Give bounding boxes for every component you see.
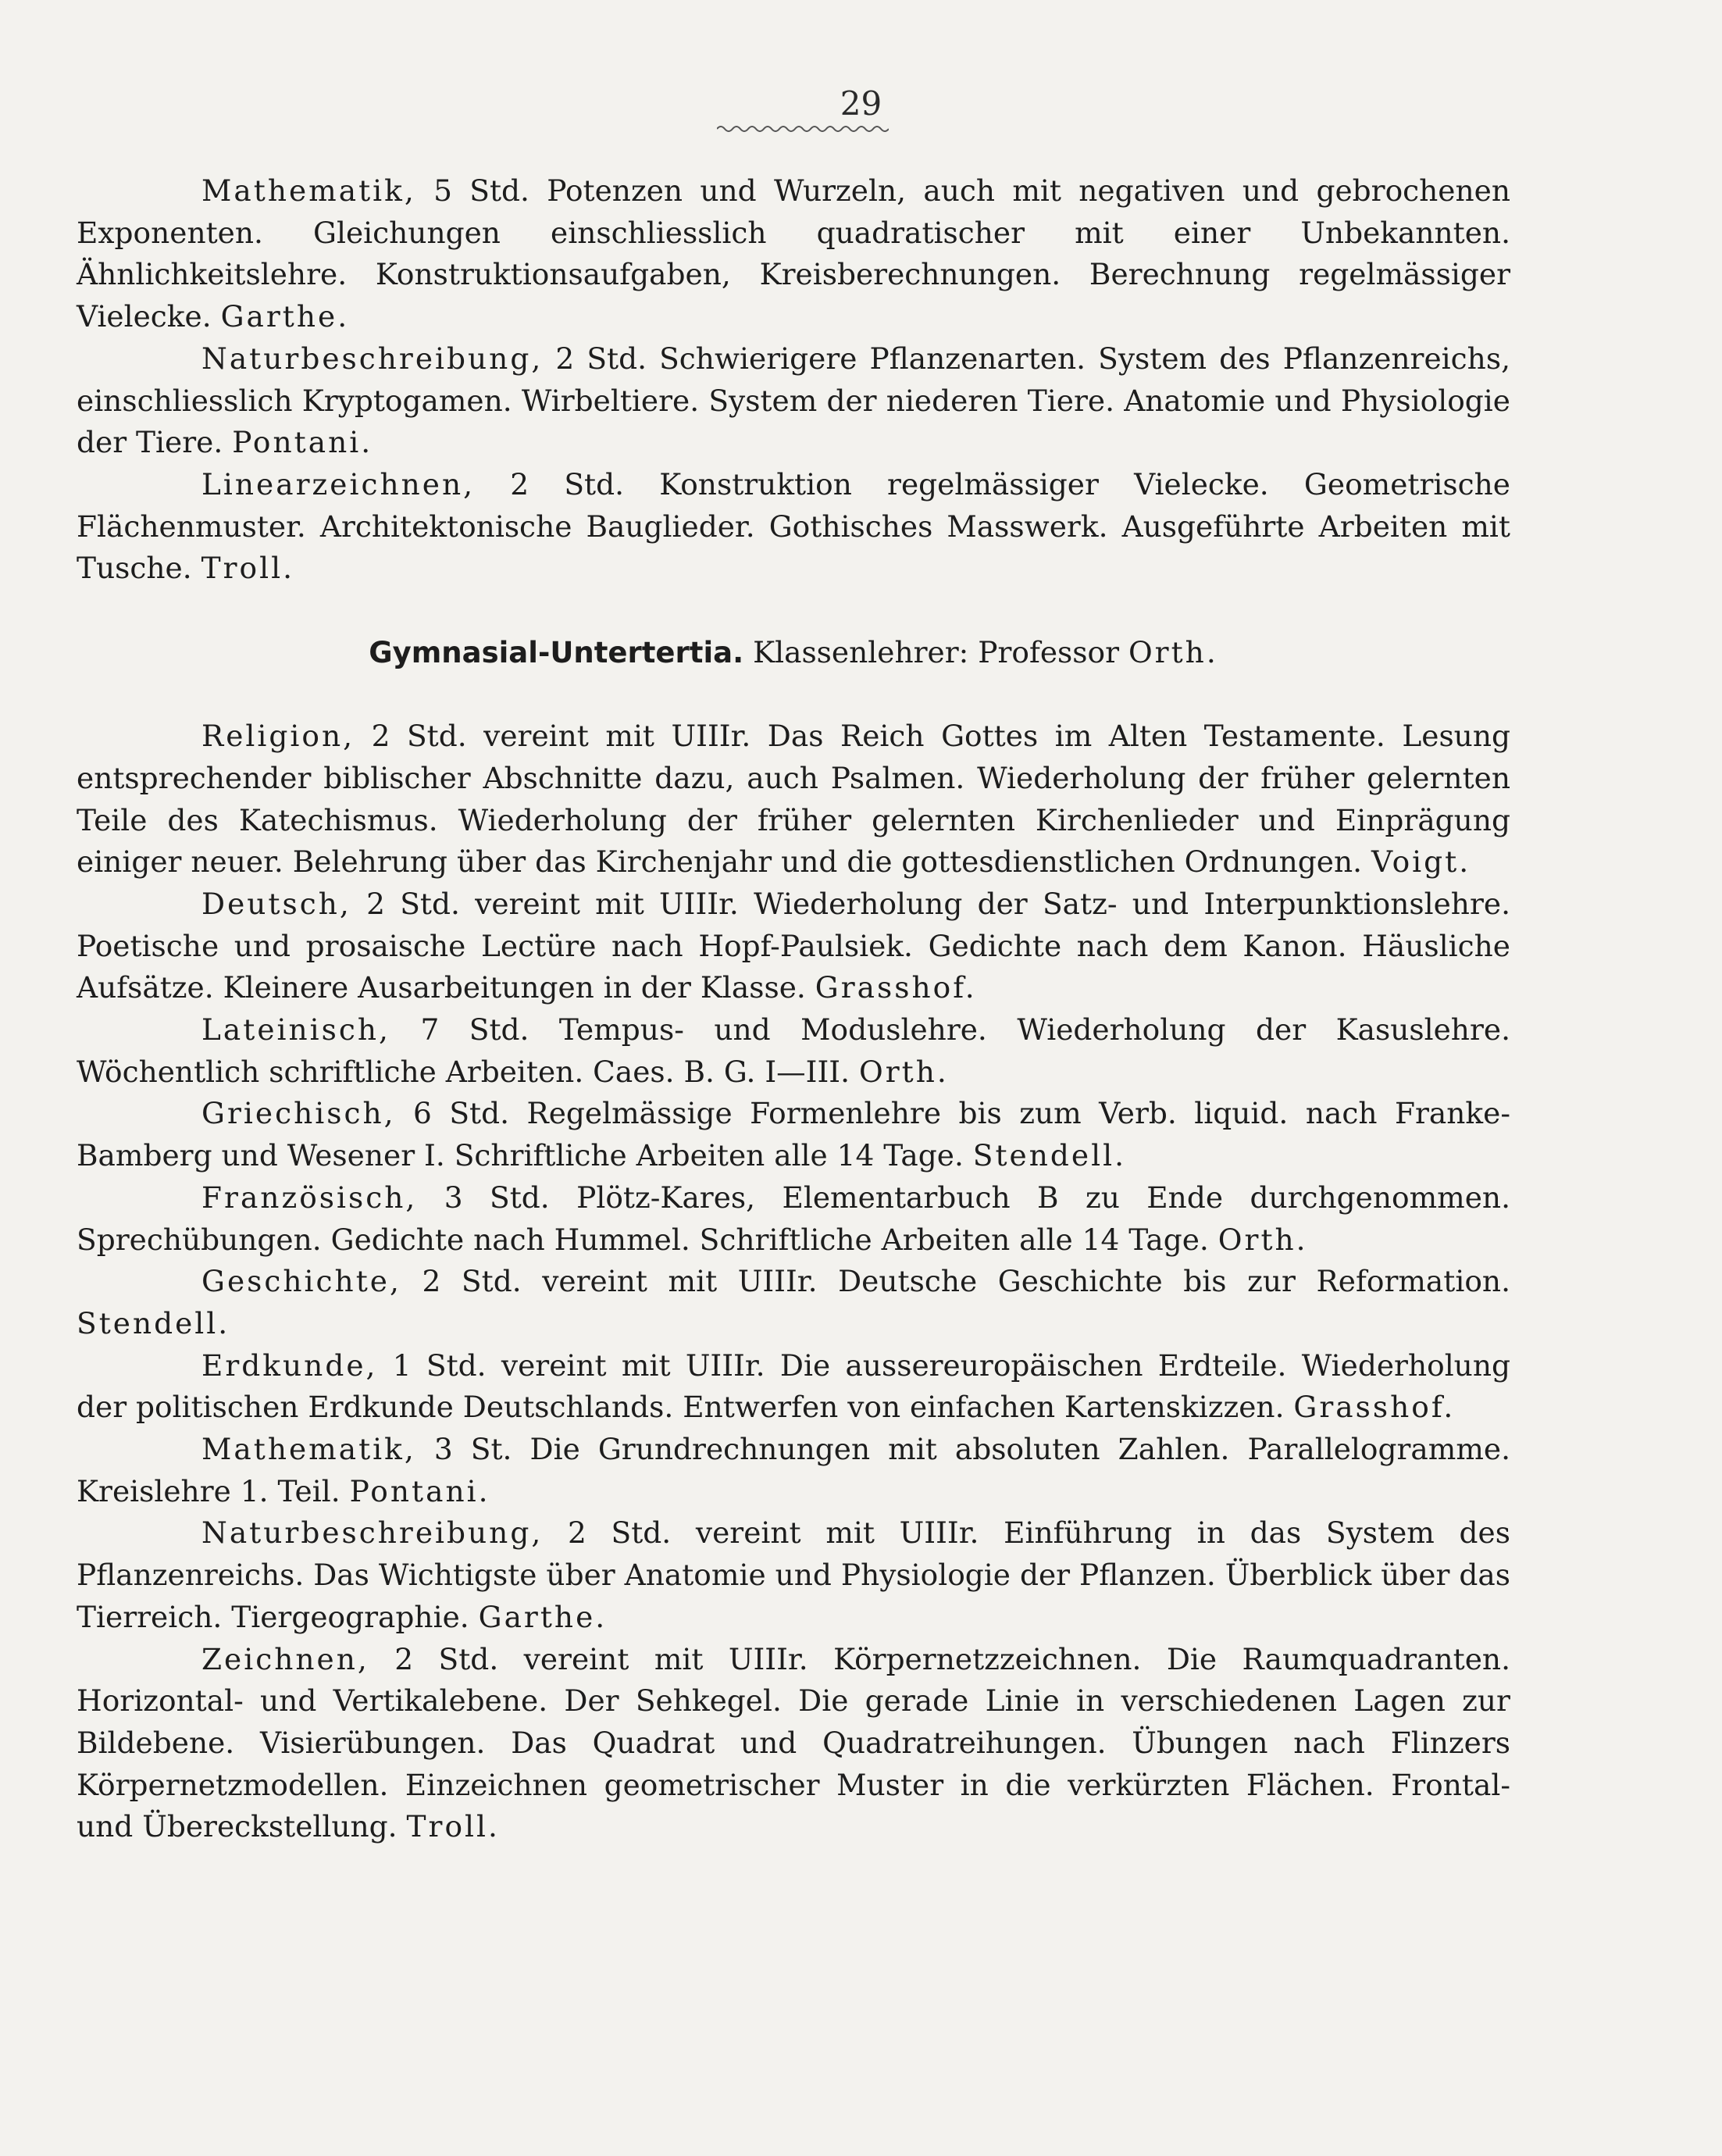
page-number: 29	[840, 84, 882, 123]
page-number-ornament	[717, 123, 889, 134]
subject-paragraph	[77, 1177, 1510, 1261]
subject-name: Religion,	[201, 719, 355, 754]
class-teacher-name: Orth.	[1128, 634, 1218, 669]
teacher-name: Troll.	[406, 1809, 500, 1844]
teacher-name: Garthe.	[220, 299, 350, 334]
subject-body: 2 Std. vereint mit UIIIr. Wiederholung der Satz- und Interpunktionslehre. Poetische und prosaische Lectüre nach Hopf-Paulsiek. Gedichte nach dem Kanon. Häusliche Aufsätze. Kleinere Ausarbeitungen in der Klasse.	[77, 886, 1510, 1005]
subject-body: 2 Std. vereint mit UIIIr. Körpernetzzeichnen. Die Raumquadranten. Horizontal- und Vertikalebene. Der Sehkegel. Die gerade Linie in verschiedenen Lagen zur Bildebene. Visierübungen. Das Quadrat und Quadratreihungen. Übungen nach Flinzers Körpernetzmodellen. Einzeichnen geometrischer Muster in die verkürzten Flächen. Frontal- und Übereckstellung.	[77, 1641, 1510, 1844]
subject-name: Erdkunde,	[201, 1348, 378, 1383]
subject-body: 3 Std. Plötz-Kares, Elementarbuch B zu Ende durchgenommen. Sprechübungen. Gedichte nach Hummel. Schriftliche Arbeiten alle 14 Tage.	[77, 1180, 1510, 1257]
section-title: Gymnasial-Untertertia.	[369, 635, 744, 669]
subject-name: Griechisch,	[201, 1096, 396, 1131]
subject-paragraph	[77, 1009, 1510, 1093]
subject-paragraph	[77, 1512, 1510, 1638]
teacher-name: Stendell.	[972, 1138, 1127, 1173]
subject-body: 3 St. Die Grundrechnungen mit absoluten Zahlen. Parallelogramme. Kreislehre 1. Teil.	[77, 1432, 1510, 1508]
subject-paragraph	[77, 716, 1510, 883]
subject-body: 2 Std. Schwierigere Pflanzenarten. System des Pflanzenreichs, einschliesslich Kryptogamen. Wirbeltiere. System der niederen Tiere. Anatomie und Physiologie der Tiere.	[77, 341, 1510, 460]
teacher-name: Pontani.	[232, 425, 373, 460]
teacher-name: Troll.	[201, 551, 295, 586]
teacher-name: Orth.	[1218, 1222, 1308, 1257]
teacher-name: Orth.	[858, 1054, 949, 1089]
subject-name: Lateinisch,	[201, 1012, 390, 1048]
subject-name: Deutsch,	[201, 886, 351, 921]
subject-body: 1 Std. vereint mit UIIIr. Die aussereuropäischen Erdteile. Wiederholung der politischen Erdkunde Deutschlands. Entwerfen von einfachen Kartenskizzen.	[77, 1348, 1510, 1425]
teacher-name: Stendell.	[77, 1305, 230, 1340]
subject-paragraph	[77, 464, 1510, 590]
subject-name: Französisch,	[201, 1180, 418, 1215]
teacher-name: Grasshof.	[1293, 1390, 1456, 1425]
subject-paragraph	[77, 1639, 1510, 1849]
subject-paragraph	[77, 1345, 1510, 1429]
subject-name: Linearzeichnen,	[201, 466, 476, 502]
subject-name: Geschichte,	[201, 1264, 401, 1299]
subject-paragraph	[77, 1429, 1510, 1512]
subject-body: 2 Std. vereint mit UIIIr. Das Reich Gottes im Alten Testamente. Lesung entsprechender biblischer Abschnitte dazu, auch Psalmen. Wiederholung der früher gelernten Teile des Katechismus. Wiederholung der früher gelernten Kirchenlieder und Einprägung einiger neuer. Belehrung über das Kirchenjahr und die gottesdienstlichen Ordnungen.	[77, 719, 1510, 880]
subject-paragraph	[77, 883, 1510, 1009]
subject-paragraph	[77, 1093, 1510, 1176]
teacher-name: Voigt.	[1371, 844, 1471, 880]
class-teacher-label: Klassenlehrer: Professor	[743, 634, 1128, 669]
subject-body: 5 Std. Potenzen und Wurzeln, auch mit negativen und gebrochenen Exponenten. Gleichungen einschliesslich quadratischer mit einer Unbekannten. Ähnlichkeitslehre. Konstruktionsaufgaben, Kreisberechnungen. Berechnung regelmässiger Vielecke.	[77, 173, 1510, 334]
subject-name: Naturbeschreibung,	[201, 341, 544, 376]
subject-body: 2 Std. Konstruktion regelmässiger Vielecke. Geometrische Flächenmuster. Architektonische Bauglieder. Gothisches Masswerk. Ausgeführte Arbeiten mit Tusche.	[77, 466, 1510, 586]
subject-body: 2 Std. vereint mit UIIIr. Einführung in das System des Pflanzenreichs. Das Wichtigste über Anatomie und Physiologie der Pflanzen. Überblick über das Tierreich. Tiergeographie.	[77, 1515, 1510, 1634]
subject-body: 7 Std. Tempus- und Moduslehre. Wiederholung der Kasuslehre. Wöchentlich schriftliche Arbeiten. Caes. B. G. I—III.	[77, 1012, 1510, 1089]
subject-name: Zeichnen,	[201, 1641, 369, 1676]
subject-body: 2 Std. vereint mit UIIIr. Deutsche Geschichte bis zur Reformation.	[401, 1264, 1510, 1299]
subject-paragraph	[77, 1261, 1510, 1344]
teacher-name: Grasshof.	[815, 970, 977, 1005]
subject-name: Naturbeschreibung,	[201, 1515, 544, 1551]
subject-name: Mathematik,	[201, 173, 416, 208]
teacher-name: Pontani.	[349, 1473, 490, 1508]
subject-paragraph	[77, 338, 1510, 464]
subject-body: 6 Std. Regelmässige Formenlehre bis zum Verb. liquid. nach Franke-Bamberg und Wesener I. Schriftliche Arbeiten alle 14 Tage.	[77, 1096, 1510, 1173]
subject-name: Mathematik,	[201, 1432, 416, 1467]
subject-paragraph	[77, 170, 1510, 338]
teacher-name: Garthe.	[478, 1599, 608, 1634]
body-text	[77, 170, 1510, 1848]
section-heading	[77, 632, 1510, 674]
